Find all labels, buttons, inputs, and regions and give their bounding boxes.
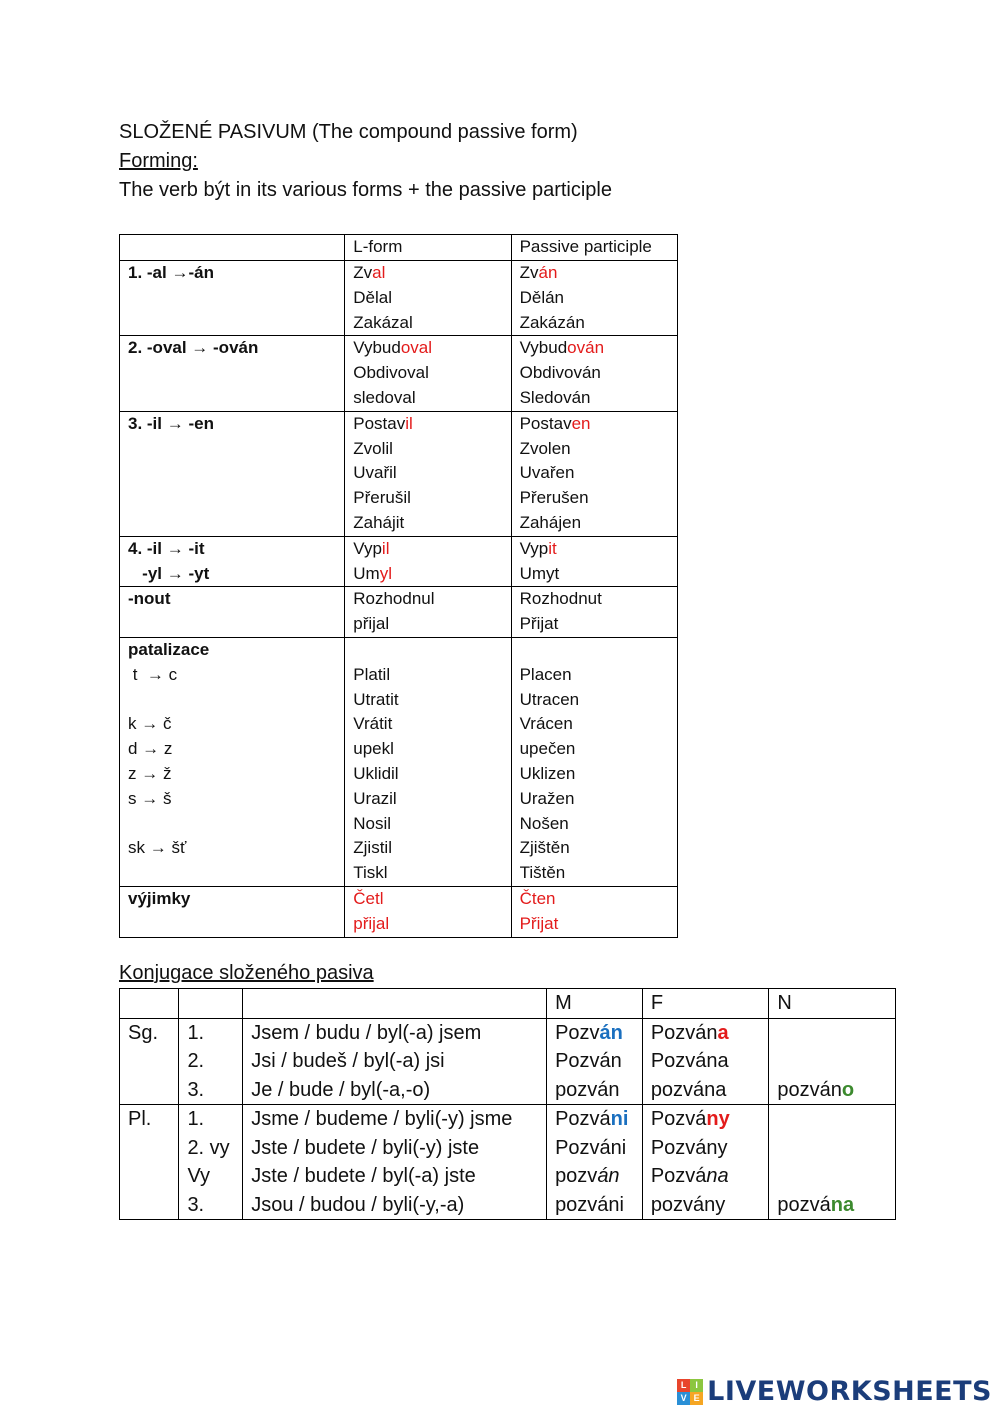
rule-text: 1. -al →-án bbox=[128, 263, 214, 282]
participle-cell bbox=[511, 587, 677, 638]
neuter-item: pozváno bbox=[777, 1078, 855, 1101]
rule-text: z → ž bbox=[128, 763, 172, 783]
lform-item: Urazil bbox=[353, 788, 397, 808]
participle-item: Placen bbox=[519, 664, 572, 684]
liveworksheets-logo bbox=[677, 1376, 992, 1407]
highlighted-ending: án bbox=[599, 1021, 623, 1044]
table-row bbox=[120, 411, 678, 536]
lform-item: Zvolil bbox=[353, 438, 393, 458]
participle-item: Zván bbox=[519, 263, 558, 282]
lform-item: Četl bbox=[353, 888, 384, 908]
masculine-item: Pozváni bbox=[555, 1136, 627, 1159]
rule-text: d → z bbox=[128, 739, 173, 759]
person-item: 3. bbox=[187, 1078, 205, 1101]
masculine-item: pozván bbox=[555, 1165, 620, 1187]
masculine-cell bbox=[547, 1105, 643, 1220]
feminine-cell bbox=[642, 1018, 769, 1105]
lform-item: přijal bbox=[353, 614, 390, 634]
person-item: 3. bbox=[187, 1193, 205, 1216]
number-cell: Sg. bbox=[120, 1018, 179, 1105]
logo-text: LIVEWORKSHEETS bbox=[707, 1376, 992, 1407]
highlighted-ending: it bbox=[548, 538, 557, 558]
auxiliary-cell bbox=[243, 1018, 547, 1105]
lform-item: sledoval bbox=[353, 387, 416, 407]
logo-mark-tile: V bbox=[677, 1392, 690, 1405]
lform-item: upekl bbox=[353, 739, 394, 759]
rule-cell bbox=[120, 536, 345, 587]
participle-item: Nošen bbox=[519, 813, 569, 833]
logo-mark-icon bbox=[677, 1379, 703, 1405]
conjugation-title: Konjugace složeného pasiva bbox=[119, 962, 374, 984]
lform-item: Uvařil bbox=[353, 463, 397, 483]
header-cell: L-form bbox=[345, 235, 511, 261]
feminine-item: Pozvána bbox=[650, 1050, 729, 1072]
highlighted-ending: en bbox=[571, 413, 591, 433]
lform-item: Zakázal bbox=[353, 312, 413, 332]
spacer bbox=[353, 638, 502, 663]
lform-item: Vypil bbox=[353, 538, 390, 558]
participle-item: Rozhodnut bbox=[519, 589, 602, 609]
lform-item: Dělal bbox=[353, 287, 392, 307]
participle-item: Uvařen bbox=[519, 463, 575, 483]
lform-cell bbox=[345, 261, 511, 336]
lform-item: Rozhodnul bbox=[353, 589, 435, 609]
logo-mark-tile: I bbox=[690, 1379, 703, 1392]
rule-text: k → č bbox=[128, 714, 172, 734]
masculine-item: Pozván bbox=[555, 1050, 622, 1072]
header-cell: F bbox=[642, 989, 769, 1019]
person-cell bbox=[179, 1105, 243, 1220]
spacer bbox=[777, 1162, 887, 1191]
feminine-item: Pozvány bbox=[650, 1108, 730, 1130]
participle-item: Přerušen bbox=[519, 488, 589, 508]
neuter-cell bbox=[769, 1105, 896, 1220]
rule-text: 2. -oval → -ován bbox=[128, 338, 259, 358]
highlighted-ending: ny bbox=[706, 1108, 730, 1130]
lform-item: Vrátit bbox=[353, 714, 393, 734]
lform-item: Přerušil bbox=[353, 488, 411, 508]
feminine-item: Pozvána bbox=[650, 1021, 729, 1044]
feminine-item: Pozvány bbox=[650, 1136, 728, 1159]
participle-cell bbox=[511, 886, 677, 937]
feminine-cell bbox=[642, 1105, 769, 1220]
auxiliary-item: Je / bude / byl(-a,-o) bbox=[251, 1078, 431, 1101]
spacer bbox=[777, 1019, 887, 1048]
rule-cell bbox=[120, 261, 345, 336]
page-title: SLOŽENÉ PASIVUM (The compound passive form) bbox=[119, 121, 578, 143]
participle-item: Obdivován bbox=[519, 363, 601, 383]
plural-row bbox=[120, 1105, 896, 1220]
participle-item: Přijat bbox=[519, 913, 559, 933]
lform-cell bbox=[345, 336, 511, 411]
number-cell: Pl. bbox=[120, 1105, 179, 1220]
auxiliary-item: Jsme / budeme / byli(-y) jsme bbox=[251, 1108, 513, 1130]
lform-cell bbox=[345, 886, 511, 937]
rule-cell bbox=[120, 336, 345, 411]
forming-description: The verb být in its various forms + the passive participle bbox=[119, 179, 612, 201]
header-cell: N bbox=[769, 989, 896, 1019]
neuter-cell bbox=[769, 1018, 896, 1105]
rule-text: sk → šť bbox=[128, 838, 187, 858]
masculine-item: pozván bbox=[555, 1078, 620, 1101]
rule-cell bbox=[120, 637, 345, 886]
highlighted-ending: án bbox=[597, 1165, 620, 1187]
header-cell bbox=[179, 989, 243, 1019]
logo-mark-tile: E bbox=[690, 1392, 703, 1405]
lform-item: přijal bbox=[353, 913, 390, 933]
masculine-item: Pozváni bbox=[555, 1108, 629, 1130]
singular-row bbox=[120, 1018, 896, 1105]
masculine-item: pozváni bbox=[555, 1193, 624, 1216]
lform-item: Zjistil bbox=[353, 838, 392, 858]
participle-cell bbox=[511, 637, 677, 886]
lform-cell bbox=[345, 587, 511, 638]
auxiliary-cell bbox=[243, 1105, 547, 1220]
header-cell bbox=[243, 989, 547, 1019]
person-item: 1. bbox=[187, 1021, 205, 1044]
table-row bbox=[120, 536, 678, 587]
rule-title: patalizace bbox=[128, 639, 210, 659]
lform-cell bbox=[345, 637, 511, 886]
lform-item: Vybudoval bbox=[353, 338, 433, 358]
table-row bbox=[120, 587, 678, 638]
rule-cell bbox=[120, 411, 345, 536]
highlighted-ending: il bbox=[405, 413, 413, 433]
spacer bbox=[777, 1105, 887, 1134]
highlighted-ending: na bbox=[706, 1165, 729, 1187]
lform-item: Utratit bbox=[353, 689, 399, 709]
masculine-item: Pozván bbox=[555, 1021, 623, 1044]
rule-cell bbox=[120, 587, 345, 638]
participle-item: Zakázán bbox=[519, 312, 585, 332]
participle-item: Sledován bbox=[519, 387, 591, 407]
header-cell: Passive participle bbox=[511, 235, 677, 261]
header-cell bbox=[120, 989, 179, 1019]
participle-cell bbox=[511, 261, 677, 336]
participle-item: Umyt bbox=[519, 563, 560, 583]
rule-text: 4. -il → -it bbox=[128, 538, 205, 558]
participle-item: Uklizen bbox=[519, 763, 576, 783]
person-cell bbox=[179, 1018, 243, 1105]
participle-item: Dělán bbox=[519, 287, 565, 307]
spacer bbox=[777, 1047, 887, 1076]
table-row bbox=[120, 261, 678, 336]
table-header-row bbox=[120, 235, 678, 261]
auxiliary-item: Jsi / budeš / byl(-a) jsi bbox=[251, 1050, 445, 1072]
person-item: Vy bbox=[187, 1165, 211, 1187]
rule-text: 3. -il → -en bbox=[128, 413, 214, 433]
auxiliary-item: Jste / budete / byl(-a) jste bbox=[251, 1165, 476, 1187]
highlighted-ending: o bbox=[841, 1078, 855, 1101]
rule-text: s → š bbox=[128, 788, 172, 808]
neuter-item: pozvána bbox=[777, 1193, 855, 1216]
feminine-item: pozvána bbox=[650, 1078, 727, 1101]
rule-text: -yl → -yt bbox=[128, 563, 210, 583]
masculine-cell bbox=[547, 1018, 643, 1105]
spacer bbox=[777, 1134, 887, 1163]
rule-text: t → c bbox=[128, 664, 178, 684]
rule-text bbox=[128, 688, 336, 713]
feminine-item: pozvány bbox=[650, 1193, 726, 1216]
table-header-row bbox=[120, 989, 896, 1019]
highlighted-ending: il bbox=[381, 538, 390, 558]
rule-text: -nout bbox=[128, 589, 171, 609]
person-item: 2. bbox=[187, 1050, 205, 1072]
participle-item: Postaven bbox=[519, 413, 591, 433]
participle-item: Tištěn bbox=[519, 863, 566, 883]
feminine-item: Pozvána bbox=[650, 1165, 729, 1187]
lform-item: Platil bbox=[353, 664, 391, 684]
highlighted-ending: a bbox=[717, 1021, 729, 1044]
rule-text bbox=[128, 812, 336, 837]
person-item: 2. vy bbox=[187, 1136, 230, 1159]
lform-item: Zahájit bbox=[353, 512, 405, 532]
highlighted-ending: án bbox=[538, 263, 558, 282]
lform-item: Tiskl bbox=[353, 863, 388, 883]
table-row bbox=[120, 336, 678, 411]
participle-item: Zvolen bbox=[519, 438, 571, 458]
exceptions-row bbox=[120, 886, 678, 937]
header-cell bbox=[120, 235, 345, 261]
highlighted-ending: ován bbox=[567, 338, 605, 358]
highlighted-ending: al bbox=[372, 263, 386, 282]
participle-item: Zahájen bbox=[519, 512, 582, 532]
participle-cell bbox=[511, 536, 677, 587]
lform-item: Uklidil bbox=[353, 763, 399, 783]
lform-cell bbox=[345, 536, 511, 587]
auxiliary-item: Jste / budete / byli(-y) jste bbox=[251, 1136, 480, 1159]
lform-item: Postavil bbox=[353, 413, 413, 433]
lform-item: Zval bbox=[353, 263, 386, 282]
header-cell: M bbox=[547, 989, 643, 1019]
rule-cell: výjimky bbox=[120, 886, 345, 937]
forming-label: Forming: bbox=[119, 150, 198, 172]
formation-table bbox=[119, 234, 678, 938]
palatalization-row bbox=[120, 637, 678, 886]
highlighted-ending: oval bbox=[400, 338, 433, 358]
spacer bbox=[520, 638, 669, 663]
participle-item: Utracen bbox=[519, 689, 580, 709]
participle-item: Čten bbox=[519, 888, 556, 908]
auxiliary-item: Jsou / budou / byli(-y,-a) bbox=[251, 1193, 465, 1216]
logo-mark-tile: L bbox=[677, 1379, 690, 1392]
highlighted-ending: ni bbox=[610, 1108, 629, 1130]
lform-item: Obdivoval bbox=[353, 363, 429, 383]
participle-cell bbox=[511, 411, 677, 536]
highlighted-ending: yl bbox=[379, 563, 392, 583]
participle-item: Vrácen bbox=[519, 714, 573, 734]
participle-item: Zjištěn bbox=[519, 838, 570, 858]
person-item: 1. bbox=[187, 1108, 205, 1130]
participle-cell bbox=[511, 336, 677, 411]
highlighted-ending: na bbox=[830, 1193, 855, 1216]
participle-item: Vypit bbox=[519, 538, 557, 558]
participle-item: Přijat bbox=[519, 614, 559, 634]
conjugation-table bbox=[119, 988, 896, 1220]
participle-item: upečen bbox=[519, 739, 576, 759]
participle-item: Vybudován bbox=[519, 338, 605, 358]
auxiliary-item: Jsem / budu / byl(-a) jsem bbox=[251, 1021, 482, 1044]
lform-item: Umyl bbox=[353, 563, 392, 583]
participle-item: Uražen bbox=[519, 788, 575, 808]
lform-cell bbox=[345, 411, 511, 536]
lform-item: Nosil bbox=[353, 813, 392, 833]
